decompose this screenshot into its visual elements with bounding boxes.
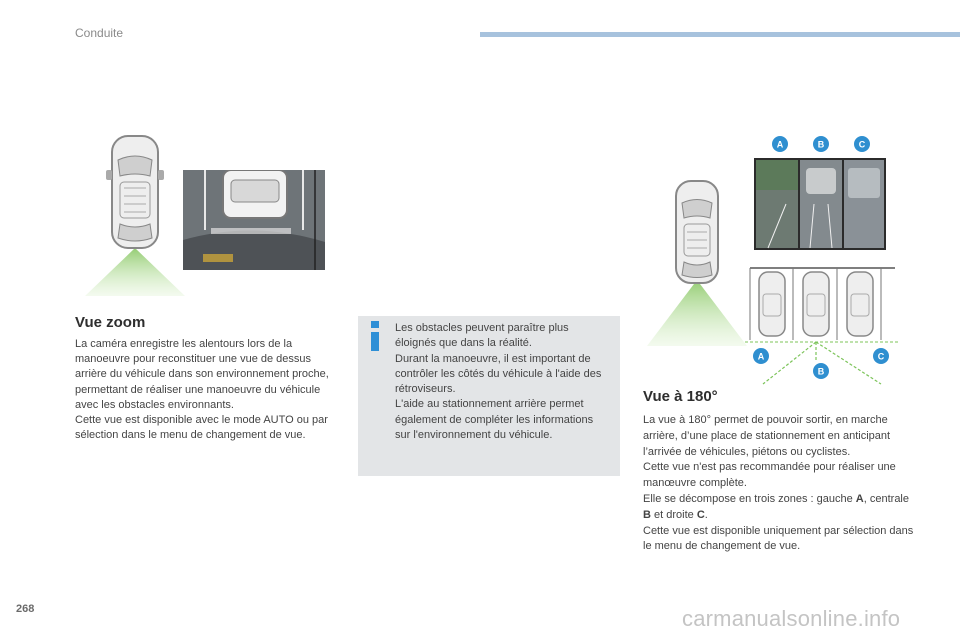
zone-b: B — [643, 508, 651, 521]
badge-a-top-label: A — [776, 139, 784, 150]
info-icon — [368, 321, 382, 351]
view180-paragraph: La vue à 180° permet de pouvoir sortir, en marche arrière, d’une place de stationnement en anticipant l’arrivée de véhicules, piétons ou cyclistes. — [643, 414, 891, 458]
zones-text: . — [704, 508, 708, 521]
zoom-paragraph: Cette vue est disponible avec le mode AUTO ou par sélection dans le menu de changement de vue. — [75, 414, 328, 442]
view180-parking-diagram — [745, 264, 900, 386]
info-text — [395, 321, 610, 443]
view180-zones-paragraph — [643, 492, 918, 524]
info-paragraph: Les obstacles peuvent paraître plus éloignés que dans la réalité. — [395, 322, 569, 350]
view180-car-illustration — [645, 178, 750, 348]
badge-a-bottom-label: A — [757, 351, 765, 362]
badge-c-top-label: C — [858, 139, 866, 150]
zones-text: Elle se décompose en trois zones : gauche — [643, 492, 856, 505]
zoom-paragraph: La caméra enregistre les alentours lors de la manoeuvre pour reconstituer une vue de dessus arrière du véhicule dans son environnement proche, permettant de réaliser une manoeuvre du véhicule avec les obstacles environnants. — [75, 338, 329, 411]
view180-paragraph: Cette vue est disponible uniquement par sélection dans le menu de changement de vue. — [643, 524, 914, 553]
header-title: Conduite — [75, 26, 124, 40]
zoom-camera-view — [183, 170, 325, 270]
page-number: 268 — [16, 603, 35, 615]
badge-b-top-label: B — [817, 139, 825, 150]
header-accent-bar — [480, 32, 960, 37]
zones-text: , centrale — [863, 492, 909, 505]
badge-c-bottom-label: C — [877, 351, 885, 362]
zoom-heading: Vue zoom — [75, 314, 146, 331]
info-paragraph: Durant la manoeuvre, il est important de contrôler les côtés du véhicule à l'aide des rétroviseurs. — [395, 352, 602, 396]
watermark: carmanualsonline.info — [682, 606, 901, 631]
zoom-car-illustration — [80, 130, 190, 300]
zone-a: A — [855, 492, 864, 505]
view180-description — [643, 413, 918, 555]
zone-c: C — [696, 508, 705, 521]
badge-b-bottom-label: B — [817, 366, 825, 377]
view180-camera-view — [750, 134, 890, 254]
info-paragraph: L'aide au stationnement arrière permet également de compléter les informations sur l'environnement du véhicule. — [395, 398, 594, 442]
view180-paragraph: Cette vue n'est pas recommandée pour réaliser une manœuvre complète. — [643, 461, 896, 490]
view180-heading: Vue à 180° — [643, 388, 718, 405]
info-box — [358, 316, 620, 476]
zoom-description — [75, 337, 345, 443]
zones-text: et droite — [650, 508, 697, 521]
